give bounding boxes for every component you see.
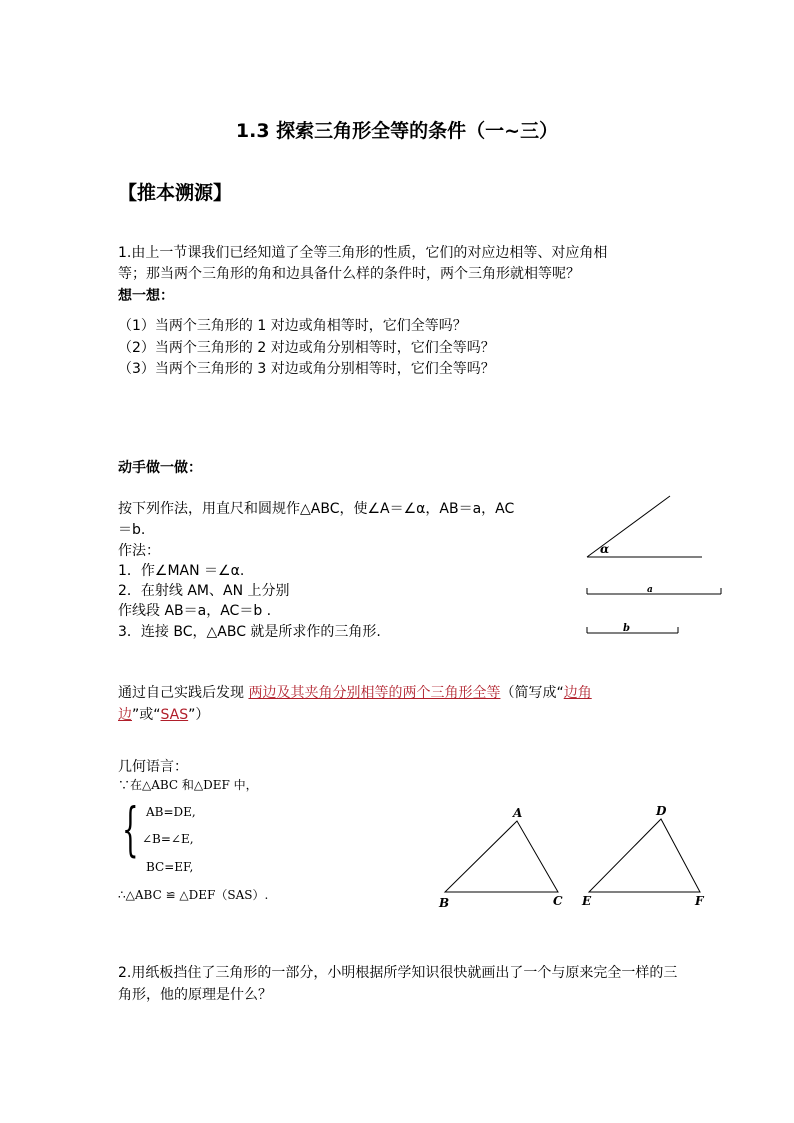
geometry-because: ∵在△ABC 和△DEF 中，	[118, 778, 258, 792]
condition-brace: {	[122, 795, 139, 863]
condition-2: ∠B=∠E,	[142, 832, 194, 846]
discovery-answer-2-cont: 边	[118, 707, 132, 723]
segment-b-label: b	[623, 623, 630, 634]
geometry-label: 几何语言：	[118, 759, 188, 775]
step-2b: 作线段 AB＝a，AC＝b .	[118, 603, 272, 619]
section-heading: 【推本溯源】	[118, 182, 233, 204]
condition-3: BC=EF,	[146, 860, 194, 874]
q1-text-line2: 等；那当两个三角形的角和边具备什么样的条件时，两个三角形就相等呢？	[118, 266, 580, 282]
construction-figure	[580, 490, 730, 650]
geometry-conclusion: ∴△ABC ≌ △DEF（SAS）.	[118, 888, 269, 902]
discovery-answer-1: 两边及其夹角分别相等的两个三角形全等	[248, 685, 501, 701]
step-3: 3．连接 BC，△ABC 就是所求作的三角形.	[118, 624, 381, 640]
discovery-answer-2: 边角	[563, 685, 592, 701]
activity-label: 动手做一做：	[118, 460, 202, 476]
congruent-triangles-figure	[435, 800, 715, 915]
discovery-answer-3: SAS	[160, 707, 189, 723]
discovery-mid2: ”或“	[132, 707, 161, 723]
discovery-prefix: 通过自己实践后发现	[118, 685, 249, 701]
q1-item-1: （1）当两个三角形的 1 对边或角相等时，它们全等吗？	[118, 318, 467, 334]
vertex-e-label: E	[582, 894, 592, 908]
discovery-line2	[118, 705, 209, 726]
alpha-label: α	[600, 542, 610, 556]
q2-text-line1: 2.用纸板挡住了三角形的一部分，小明根据所学知识很快就画出了一个与原来完全一样的三	[118, 965, 678, 981]
segment-a-label: a	[647, 585, 653, 595]
page-title: 1.3 探索三角形全等的条件（一~三）	[235, 120, 559, 142]
q2-text-line2: 角形，他的原理是什么？	[118, 987, 272, 1003]
triangle-abc	[445, 821, 558, 892]
triangle-def	[589, 819, 700, 892]
discovery-mid1: （简写成“	[500, 685, 564, 701]
step-2: 2．在射线 AM、AN 上分别	[118, 583, 290, 599]
vertex-f-label: F	[695, 894, 704, 908]
activity-line1: 按下列作法，用直尺和圆规作△ABC，使∠A＝∠α，AB＝a，AC	[118, 501, 515, 517]
steps-label: 作法：	[118, 543, 160, 559]
vertex-a-label: A	[513, 806, 523, 820]
vertex-c-label: C	[553, 894, 563, 908]
q1-item-2: （2）当两个三角形的 2 对边或角分别相等时，它们全等吗？	[118, 340, 495, 356]
discovery-line1	[118, 683, 592, 704]
discovery-end: ”）	[188, 707, 210, 723]
activity-line2: ＝b.	[118, 522, 146, 538]
q1-text-line1: 1.由上一节课我们已经知道了全等三角形的性质，它们的对应边相等、对应角相	[118, 245, 608, 261]
think-label: 想一想：	[118, 288, 174, 304]
condition-1: AB=DE,	[146, 805, 196, 819]
step-1: 1．作∠MAN ＝∠α.	[118, 563, 245, 579]
q1-item-3: （3）当两个三角形的 3 对边或角分别相等时，它们全等吗？	[118, 361, 495, 377]
vertex-b-label: B	[439, 896, 450, 910]
vertex-d-label: D	[656, 804, 667, 818]
